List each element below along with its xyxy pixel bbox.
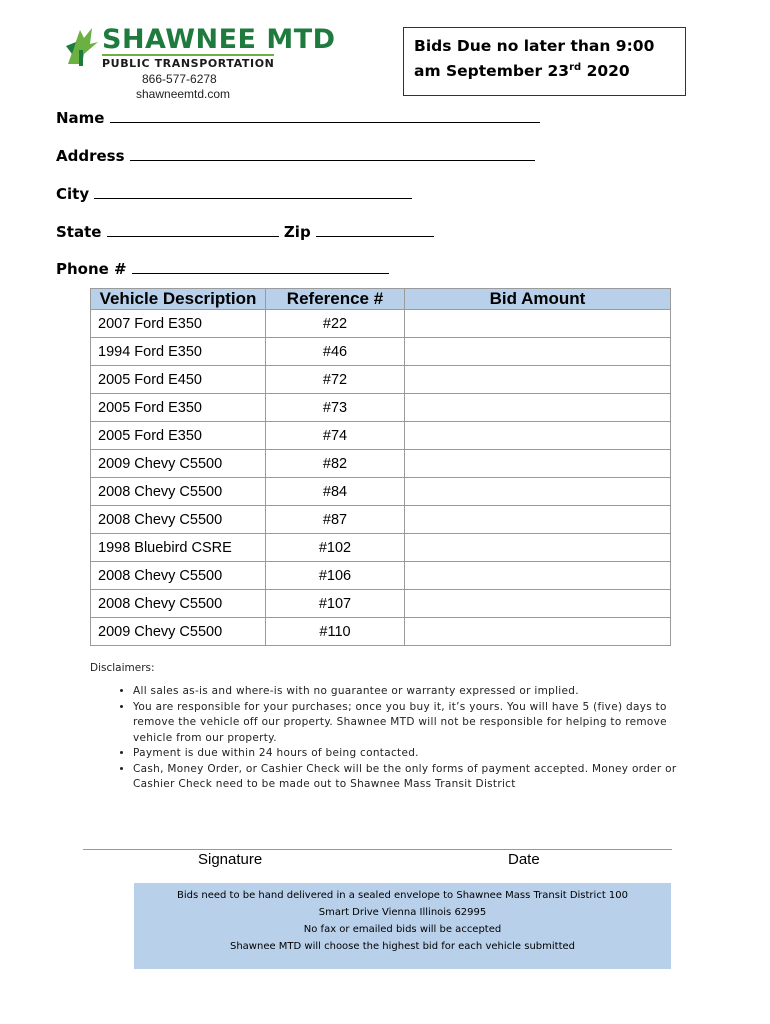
reference-cell: #74	[266, 422, 405, 450]
reference-cell: #107	[266, 590, 405, 618]
vehicle-description-cell: 2009 Chevy C5500	[91, 450, 266, 478]
disclaimers-title: Disclaimers:	[90, 662, 155, 674]
reference-cell: #102	[266, 534, 405, 562]
signature-line[interactable]	[83, 849, 672, 850]
notice-line-4: Shawnee MTD will choose the highest bid for each vehicle submitted	[229, 941, 575, 952]
vehicle-description-cell: 2008 Chevy C5500	[91, 590, 266, 618]
table-row	[91, 422, 671, 450]
notice-line-2: Smart Drive Vienna Illinois 62995	[318, 907, 487, 918]
table-header-row	[91, 289, 671, 310]
due-date-year: 2020	[581, 62, 630, 81]
bid-amount-cell[interactable]	[405, 478, 671, 506]
reference-cell: #82	[266, 450, 405, 478]
reference-cell: #106	[266, 562, 405, 590]
state-input-line[interactable]	[107, 222, 279, 237]
delivery-notice	[134, 883, 671, 969]
bid-amount-cell[interactable]	[405, 394, 671, 422]
table-row	[91, 534, 671, 562]
logo-subtitle: PUBLIC TRANSPORTATION	[102, 54, 274, 70]
table-body	[91, 310, 671, 646]
table-row	[91, 450, 671, 478]
vehicle-description-cell: 2007 Ford E350	[91, 310, 266, 338]
signature-label: Signature	[198, 851, 263, 868]
state-label: State	[56, 223, 102, 241]
header-bid-amount: Bid Amount	[405, 289, 671, 310]
disclaimers	[90, 662, 683, 793]
due-date-ordinal: rd	[569, 62, 582, 73]
notice-line-3: No fax or emailed bids will be accepted	[303, 924, 502, 935]
city-input-line[interactable]	[94, 184, 412, 199]
reference-cell: #46	[266, 338, 405, 366]
bid-amount-cell[interactable]	[405, 590, 671, 618]
due-line-2	[414, 57, 675, 82]
table-row	[91, 338, 671, 366]
date-label: Date	[508, 851, 540, 868]
disclaimer-item: • Cash, Money Order, or Cashier Check will be the only forms of payment accepted. Money order or Cashier Check need to be made out to Shawnee Mass Transit District	[133, 762, 683, 793]
reference-cell: #22	[266, 310, 405, 338]
bid-amount-cell[interactable]	[405, 310, 671, 338]
table-row	[91, 562, 671, 590]
due-date-text: am September 23	[414, 62, 570, 81]
vehicle-description-cell: 2005 Ford E350	[91, 394, 266, 422]
reference-cell: #72	[266, 366, 405, 394]
disclaimer-item: • Payment is due within 24 hours of being contacted.	[133, 746, 683, 762]
bid-amount-cell[interactable]	[405, 534, 671, 562]
city-label: City	[56, 185, 90, 203]
table-row	[91, 590, 671, 618]
due-line-1: Bids Due no later than 9:00	[414, 37, 655, 55]
header-reference: Reference #	[266, 289, 405, 310]
bid-amount-cell[interactable]	[405, 450, 671, 478]
vehicle-description-cell: 1998 Bluebird CSRE	[91, 534, 266, 562]
table-row	[91, 618, 671, 646]
phone-label: Phone #	[56, 260, 127, 278]
bid-amount-cell[interactable]	[405, 338, 671, 366]
bid-amount-cell[interactable]	[405, 366, 671, 394]
reference-cell: #110	[266, 618, 405, 646]
logo-phone: 866-577-6278	[142, 72, 217, 86]
state-zip-field[interactable]	[56, 222, 434, 241]
header-vehicle-description: Vehicle Description	[91, 289, 266, 310]
tree-icon	[62, 24, 100, 68]
bid-amount-cell[interactable]	[405, 562, 671, 590]
reference-cell: #84	[266, 478, 405, 506]
vehicle-description-cell: 2009 Chevy C5500	[91, 618, 266, 646]
bid-amount-cell[interactable]	[405, 618, 671, 646]
address-label: Address	[56, 147, 125, 165]
phone-input-line[interactable]	[132, 259, 389, 274]
shawnee-mtd-logo	[62, 24, 336, 104]
bid-amount-cell[interactable]	[405, 422, 671, 450]
bid-amount-cell[interactable]	[405, 506, 671, 534]
vehicle-description-cell: 2008 Chevy C5500	[91, 506, 266, 534]
name-label: Name	[56, 109, 105, 127]
phone-field[interactable]	[56, 259, 389, 278]
reference-cell: #87	[266, 506, 405, 534]
table-row	[91, 394, 671, 422]
name-field[interactable]	[56, 108, 540, 127]
vehicle-description-cell: 2005 Ford E450	[91, 366, 266, 394]
name-input-line[interactable]	[110, 108, 540, 123]
table-row	[91, 506, 671, 534]
zip-input-line[interactable]	[316, 222, 434, 237]
disclaimer-item: • You are responsible for your purchases; once you buy it, it’s yours. You will have 5 (five) days to remove the vehicle off our property. Shawnee MTD will not be responsible for helping to remove vehicle from our property.	[133, 700, 683, 747]
disclaimer-item: • All sales as-is and where-is with no guarantee or warranty expressed or implied.	[133, 684, 683, 700]
notice-line-1: Bids need to be hand delivered in a sealed envelope to Shawnee Mass Transit District 100	[176, 890, 629, 901]
address-field[interactable]	[56, 146, 535, 165]
city-field[interactable]	[56, 184, 412, 203]
vehicle-description-cell: 2005 Ford E350	[91, 422, 266, 450]
zip-label: Zip	[283, 223, 311, 241]
logo-website: shawneemtd.com	[136, 87, 231, 101]
vehicle-bid-table	[90, 288, 671, 646]
vehicle-description-cell: 1994 Ford E350	[91, 338, 266, 366]
bids-due-notice	[403, 27, 686, 96]
disclaimer-list	[90, 684, 683, 793]
table-row	[91, 478, 671, 506]
vehicle-description-cell: 2008 Chevy C5500	[91, 478, 266, 506]
logo-name: SHAWNEE MTD	[102, 24, 336, 55]
address-input-line[interactable]	[130, 146, 535, 161]
table-row	[91, 366, 671, 394]
table-row	[91, 310, 671, 338]
reference-cell: #73	[266, 394, 405, 422]
vehicle-description-cell: 2008 Chevy C5500	[91, 562, 266, 590]
